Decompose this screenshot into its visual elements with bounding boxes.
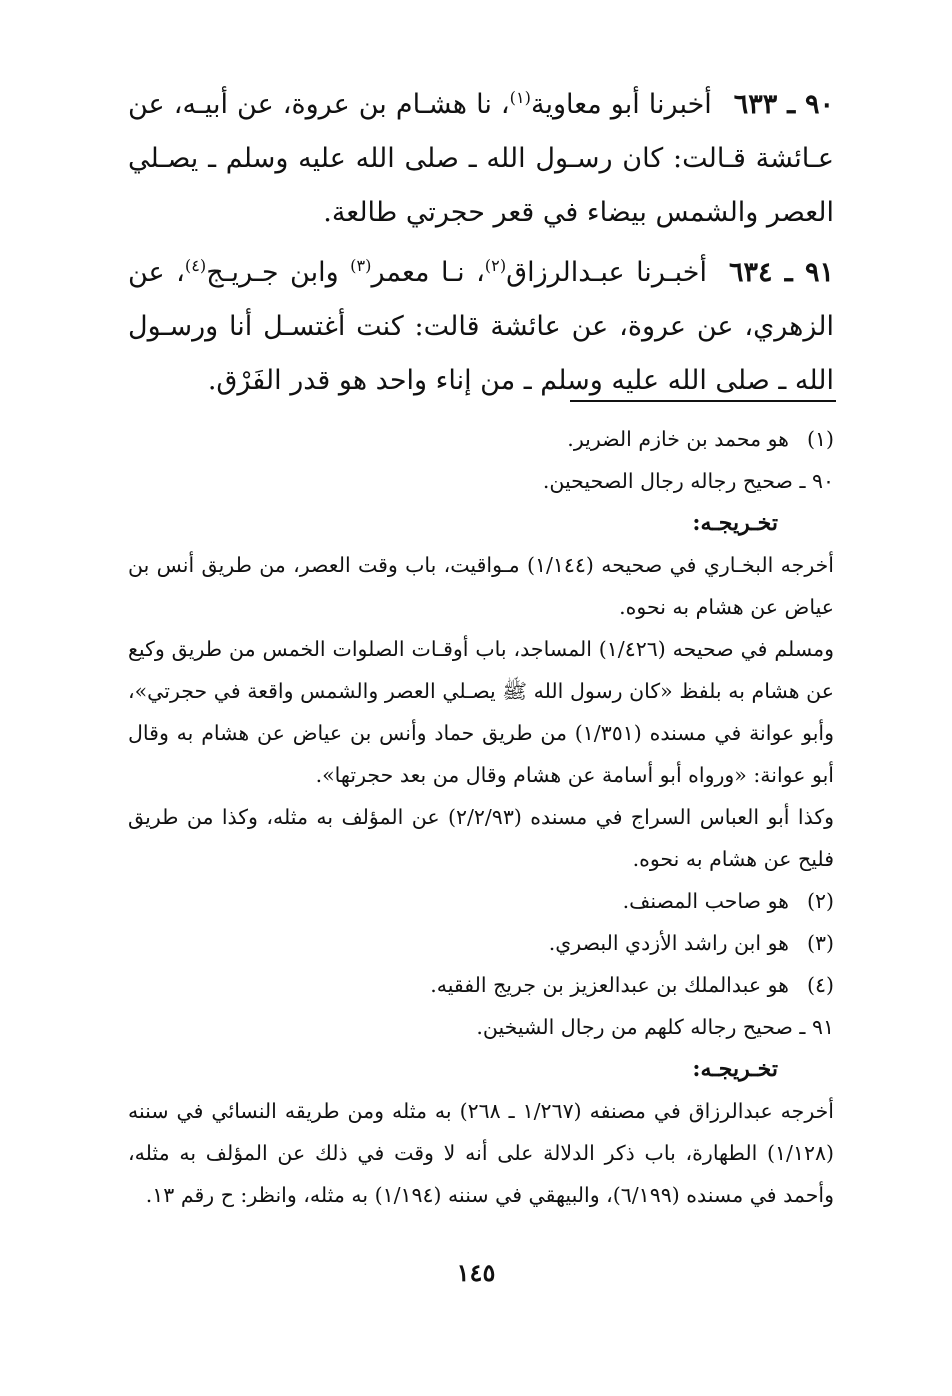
hadith-text: ، نـا معمر: [371, 257, 485, 288]
hadith-text: ، عن الزهري، عن عروة، عن عائشة قالت: كنت أغتسـل أنا ورسـول الله ـ صلى الله عليه وسلم ـ من إناء واحد هو قدر الفَرْق.: [128, 257, 834, 396]
takhrij-paragraph: أخرجه البخـاري في صحيحه (١/١٤٤) مـواقيت، باب وقت العصر، من طريق أنس بن عياض عن هشام به نحوه.: [128, 553, 834, 619]
footnote-text: هو محمد بن خازم الضرير.: [567, 427, 789, 451]
main-text: [128, 78, 834, 414]
footnote-ref[interactable]: (٢): [484, 256, 507, 275]
hadith-634: [128, 246, 834, 408]
footnote-number: (١): [806, 427, 834, 451]
footnote-2: [128, 880, 834, 922]
footnote-text: هو عبدالملك بن عبدالعزيز بن جريج الفقيه.: [430, 973, 789, 997]
footnote-text: هو ابن راشد الأزدي البصري.: [548, 931, 789, 955]
hadith-number: ٩٠ ـ ٦٣٣: [733, 89, 834, 120]
footnote-ref[interactable]: (٣): [350, 256, 372, 275]
hadith-90-grade: ٩٠ ـ صحيح رجاله رجال الصحيحين.: [542, 469, 834, 493]
footnotes: [128, 418, 834, 1216]
takhrij-paragraph: ومسلم في صحيحه (١/٤٢٦) المساجد، باب أوقـات الصلوات الخمس من طريق وكيع عن هشام به بلفظ «كان رسول الله ﷺ يصـلي العصر والشمس واقعة في حجرتي»، وأبو عوانة في مسنده (١/٣٥١) من طريق حماد وأنس بن عياض عن هشام به وقال أبو عوانة: «ورواه أبو أسامة عن هشام وقال من بعد حجرتها».: [128, 637, 835, 787]
footnote-number: (٣): [806, 931, 834, 955]
hadith-633: [128, 78, 834, 240]
takhrij-heading: تخـريجـه:: [692, 510, 778, 536]
footnote-separator: [570, 400, 836, 402]
hadith-91-grade: ٩١ ـ صحيح رجاله كلهم من رجال الشيخين.: [476, 1015, 834, 1039]
page-number: ١٤٥: [456, 1258, 496, 1287]
footnote-text: هو صاحب المصنف.: [622, 889, 789, 913]
hadith-text: ، نا هشـام بن عروة، عن أبيـه، عن عـائشة قـالت: كان رسـول الله ـ صلى الله عليه وسلم ـ يصـلي العصر والشمس بيضاء في قعر حجرتي طالعة.: [128, 89, 834, 228]
footnote-1: [128, 418, 834, 460]
footnote-4: [128, 964, 834, 1006]
hadith-text: وابن جـريـج: [206, 257, 351, 288]
hadith-number: ٩١ ـ ٦٣٤: [728, 257, 835, 288]
hadith-text: أخبرنا أبو معاوية: [530, 89, 712, 120]
takhrij-heading: تخـريجـه:: [692, 1056, 778, 1082]
footnote-3: [128, 922, 834, 964]
hadith-text: أخبـرنا عبـدالرزاق: [506, 257, 707, 288]
footnote-ref[interactable]: (١): [509, 88, 531, 107]
footnote-ref[interactable]: (٤): [184, 256, 207, 275]
footnote-number: (٤): [806, 973, 834, 997]
takhrij-paragraph: وكذا أبو العباس السراج في مسنده (٢/٢/٩٣) عن المؤلف به مثله، وكذا من طريق فليح عن هشام به نحوه.: [128, 805, 835, 871]
footnote-number: (٢): [806, 889, 834, 913]
takhrij-paragraph: أخرجه عبدالرزاق في مصنفه (١/٢٦٧ ـ ٢٦٨) به مثله ومن طريقه النسائي في سننه (١/١٢٨) الطهارة، باب ذكر الدلالة على أنه لا وقت في ذلك عن المؤلف به مثله، وأحمد في مسنده (٦/١٩٩)، والبيهقي في سننه (١/١٩٤) به مثله، وانظر: ح رقم ١٣.: [128, 1099, 835, 1207]
